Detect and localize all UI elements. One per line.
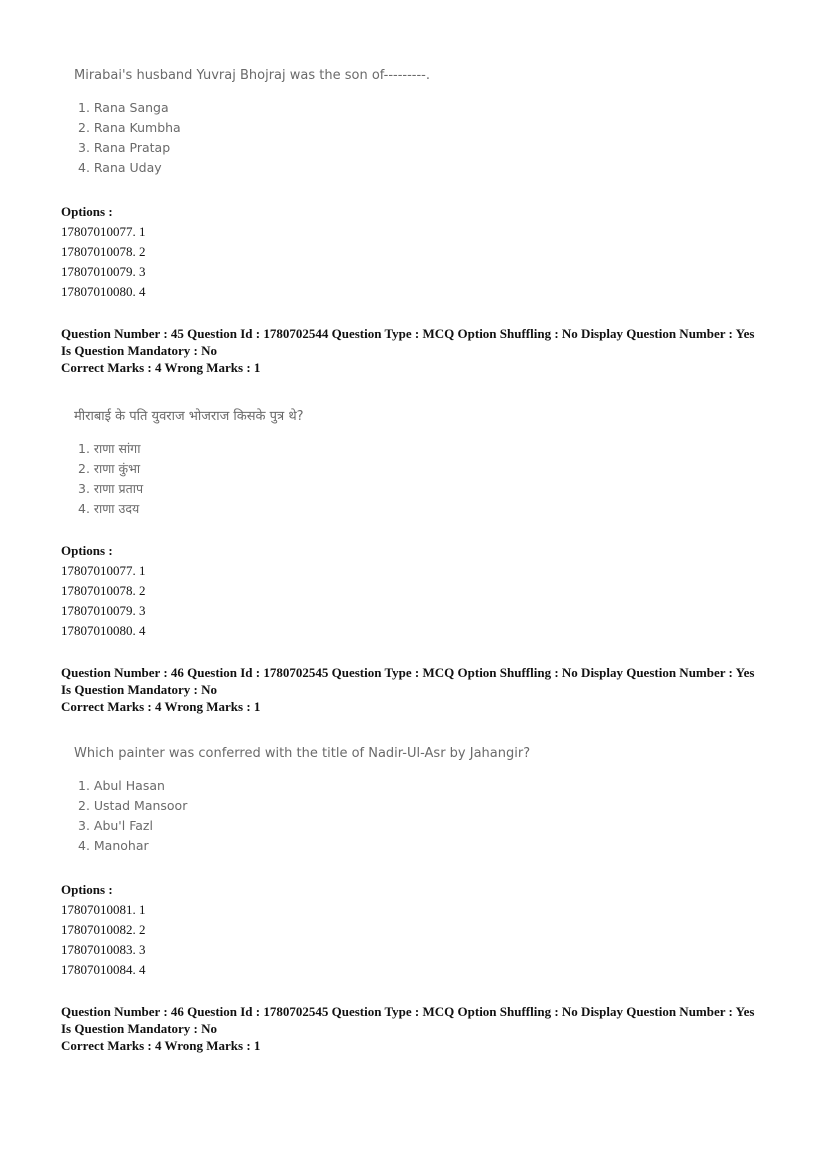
marks-line: Correct Marks : 4 Wrong Marks : 1: [61, 699, 261, 714]
options-block-3: [61, 880, 146, 980]
option-id: 17807010077. 1: [61, 224, 146, 239]
question-meta-line: Question Number : 46 Question Id : 1780702545 Question Type : MCQ Option Shuffling : No Display Question Number : Yes: [61, 665, 755, 680]
option-id: 17807010079. 3: [61, 603, 146, 618]
choice-item: 4. राणा उदय: [78, 501, 140, 516]
option-id: 17807010080. 4: [61, 284, 146, 299]
choice-item: 3. Abu'l Fazl: [78, 818, 153, 833]
option-id: 17807010080. 4: [61, 623, 146, 638]
option-id: 17807010078. 2: [61, 244, 146, 259]
option-id: 17807010081. 1: [61, 902, 146, 917]
question-text: मीराबाई के पति युवराज भोजराज किसके पुत्र थे?: [74, 409, 304, 424]
mandatory-line: Is Question Mandatory : No: [61, 682, 218, 697]
options-block-1: [61, 202, 146, 302]
option-id: 17807010077. 1: [61, 563, 146, 578]
question-image-1: [74, 68, 430, 178]
mandatory-line: Is Question Mandatory : No: [61, 1021, 218, 1036]
choice-item: 3. Rana Pratap: [78, 140, 171, 155]
choice-item: 1. Abul Hasan: [78, 778, 165, 793]
question-meta-1: [61, 325, 754, 376]
marks-line: Correct Marks : 4 Wrong Marks : 1: [61, 1038, 261, 1053]
option-id: 17807010083. 3: [61, 942, 146, 957]
option-id: 17807010082. 2: [61, 922, 146, 937]
question-text: Which painter was conferred with the title of Nadir-Ul-Asr by Jahangir?: [74, 746, 531, 761]
choice-item: 4. Rana Uday: [78, 160, 162, 175]
question-image-2: [74, 406, 304, 519]
option-id: 17807010079. 3: [61, 264, 146, 279]
choice-item: 1. राणा सांगा: [78, 441, 141, 456]
question-meta-line: Question Number : 45 Question Id : 1780702544 Question Type : MCQ Option Shuffling : No Display Question Number : Yes: [61, 326, 755, 341]
choice-list: [78, 98, 430, 178]
question-meta-3: [61, 1003, 754, 1054]
choice-item: 4. Manohar: [78, 838, 149, 853]
options-heading: Options :: [61, 543, 113, 558]
question-text: Mirabai's husband Yuvraj Bhojraj was the son of---------.: [74, 68, 430, 83]
options-block-2: [61, 541, 146, 641]
choice-item: 2. Ustad Mansoor: [78, 798, 188, 813]
choice-item: 1. Rana Sanga: [78, 100, 169, 115]
question-meta-line: Question Number : 46 Question Id : 1780702545 Question Type : MCQ Option Shuffling : No Display Question Number : Yes: [61, 1004, 755, 1019]
option-id: 17807010084. 4: [61, 962, 146, 977]
question-meta-2: [61, 664, 754, 715]
choice-item: 3. राणा प्रताप: [78, 481, 144, 496]
choice-list: [78, 776, 530, 856]
options-heading: Options :: [61, 204, 113, 219]
choice-list: [78, 439, 304, 519]
options-heading: Options :: [61, 882, 113, 897]
marks-line: Correct Marks : 4 Wrong Marks : 1: [61, 360, 261, 375]
choice-item: 2. राणा कुंभा: [78, 461, 141, 476]
choice-item: 2. Rana Kumbha: [78, 120, 181, 135]
question-image-3: [74, 746, 530, 856]
option-id: 17807010078. 2: [61, 583, 146, 598]
mandatory-line: Is Question Mandatory : No: [61, 343, 218, 358]
